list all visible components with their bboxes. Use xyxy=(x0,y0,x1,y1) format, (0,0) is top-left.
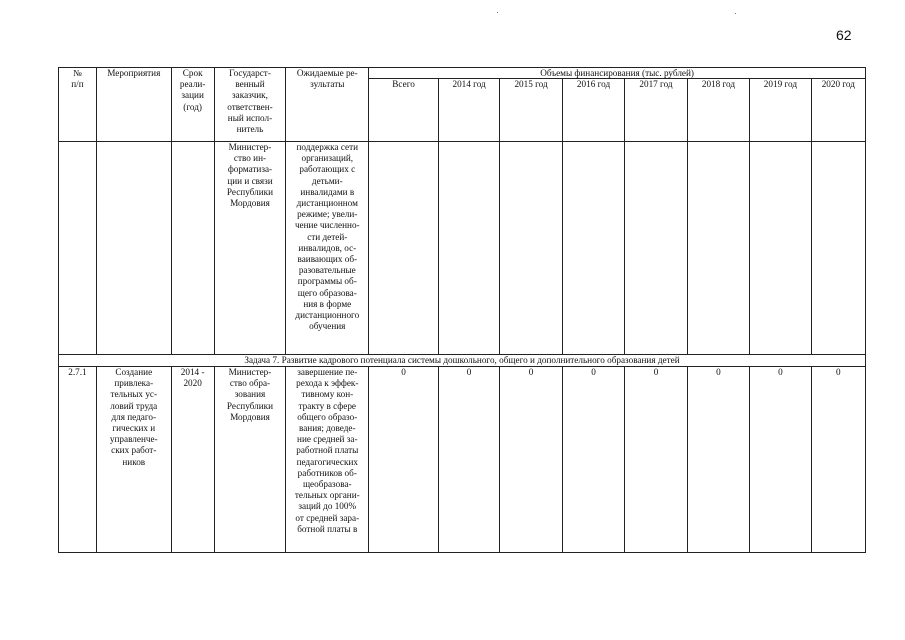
header-total: Всего xyxy=(369,79,439,142)
cell-customer: Министер- ство ин- форматиза- ции и связи Республики Мордовия xyxy=(214,142,286,355)
cell-activity xyxy=(96,142,171,355)
cell-results: поддержка сети организаций, работающих с детьми- инвалидами в дистанционном режиме; увели- чение численно- сти детей- инвалидов, ос- ваивающих об- разовательные программы об- щего образова- ния в форме дистанционного обучения xyxy=(286,142,369,355)
header-year-2017: 2017 год xyxy=(625,79,687,142)
cell-2015: 0 xyxy=(500,367,562,553)
scan-speck xyxy=(735,13,736,14)
cell-2014 xyxy=(438,142,499,355)
cell-2015 xyxy=(500,142,562,355)
header-financing-title: Объемы финансирования (тыс. рублей) xyxy=(369,68,866,79)
header-results: Ожидаемые ре- зультаты xyxy=(286,68,369,142)
header-year-2014: 2014 год xyxy=(438,79,499,142)
header-num: № п/п xyxy=(59,68,97,142)
cell-2014: 0 xyxy=(438,367,499,553)
cell-2017: 0 xyxy=(625,367,687,553)
page-number: 62 xyxy=(836,27,852,43)
task-row xyxy=(59,355,866,367)
cell-2016: 0 xyxy=(562,367,624,553)
header-year-2018: 2018 год xyxy=(687,79,749,142)
cell-results: завершение пе- рехода к эффек- тивному кон- тракту в сфере общего образо- вания; доведе- ние средней за- работной платы педагогических работников об- щеобразова- тельных органи- заций до 100% от средней зара- ботной платы в xyxy=(286,367,369,553)
cell-2016 xyxy=(562,142,624,355)
scan-speck xyxy=(497,12,498,13)
header-year-2020: 2020 год xyxy=(811,79,865,142)
header-year-2019: 2019 год xyxy=(750,79,811,142)
cell-customer: Министер- ство обра- зования Республики Мордовия xyxy=(214,367,286,553)
cell-2019: 0 xyxy=(750,367,811,553)
header-term: Срок реали- зации (год) xyxy=(171,68,214,142)
header-year-2015: 2015 год xyxy=(500,79,562,142)
cell-term: 2014 - 2020 xyxy=(171,367,214,553)
header-year-2016: 2016 год xyxy=(562,79,624,142)
cell-total xyxy=(369,142,439,355)
cell-2017 xyxy=(625,142,687,355)
cell-num: 2.7.1 xyxy=(59,367,97,553)
cell-2018: 0 xyxy=(687,367,749,553)
header-customer: Государст- венный заказчик, ответствен- ный испол- нитель xyxy=(214,68,286,142)
cell-total: 0 xyxy=(369,367,439,553)
task-heading: Задача 7. Развитие кадрового потенциала системы дошкольного, общего и дополнительного образования детей xyxy=(59,355,866,367)
table-row xyxy=(59,142,866,355)
cell-2020 xyxy=(811,142,865,355)
cell-2019 xyxy=(750,142,811,355)
header-activity: Мероприятия xyxy=(96,68,171,142)
cell-2020: 0 xyxy=(811,367,865,553)
header-row xyxy=(59,68,866,79)
cell-activity: Создание привлека- тельных ус- ловий труда для педаго- гических и управленче- ских работ- ников xyxy=(96,367,171,553)
financing-table xyxy=(58,67,866,553)
cell-term xyxy=(171,142,214,355)
table-row xyxy=(59,367,866,553)
cell-2018 xyxy=(687,142,749,355)
cell-num xyxy=(59,142,97,355)
